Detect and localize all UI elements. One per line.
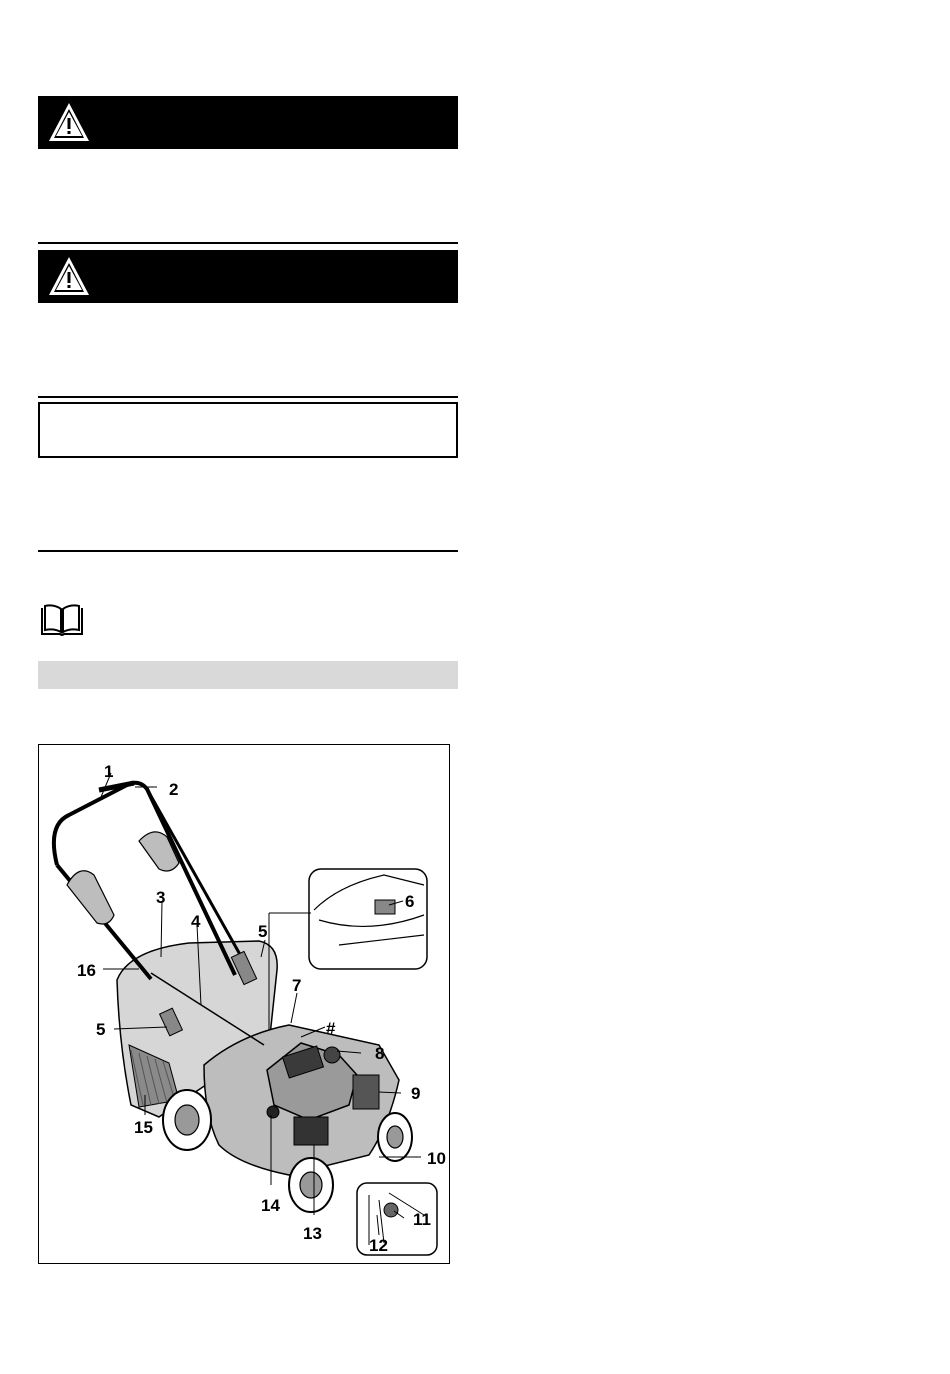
callout-15: 15: [134, 1118, 153, 1137]
callout-7: 7: [292, 976, 302, 995]
lawn-mower-illustration: [39, 745, 449, 1263]
callout-4: 4: [191, 912, 201, 931]
lawn-mower-figure: [38, 744, 450, 1264]
callout-5: 5: [258, 922, 268, 941]
callout-13: 13: [303, 1224, 322, 1243]
callout-hash: #: [326, 1019, 336, 1038]
warning-triangle-icon: [47, 101, 91, 143]
section-divider: [38, 242, 458, 244]
callout-8: 8: [375, 1044, 385, 1063]
callout-6: 6: [405, 892, 415, 911]
callout-9: 9: [411, 1084, 421, 1103]
callout-3: 3: [156, 888, 166, 907]
callout-10: 10: [427, 1149, 446, 1168]
warning-triangle-icon: [47, 255, 91, 297]
callout-1: 1: [104, 762, 114, 781]
callout-16: 16: [77, 961, 96, 980]
section-heading-bar: [38, 661, 458, 689]
callout-14: 14: [261, 1196, 280, 1215]
section-divider: [38, 550, 458, 552]
callout-11: 11: [413, 1210, 431, 1229]
warning-bar: [38, 250, 458, 303]
callout-5b: 5: [96, 1020, 106, 1039]
warning-bar: [38, 96, 458, 149]
book-icon: [40, 604, 84, 638]
notice-box: [38, 402, 458, 458]
callout-12: 12: [369, 1236, 388, 1255]
section-divider: [38, 396, 458, 398]
callout-2: 2: [169, 780, 179, 799]
